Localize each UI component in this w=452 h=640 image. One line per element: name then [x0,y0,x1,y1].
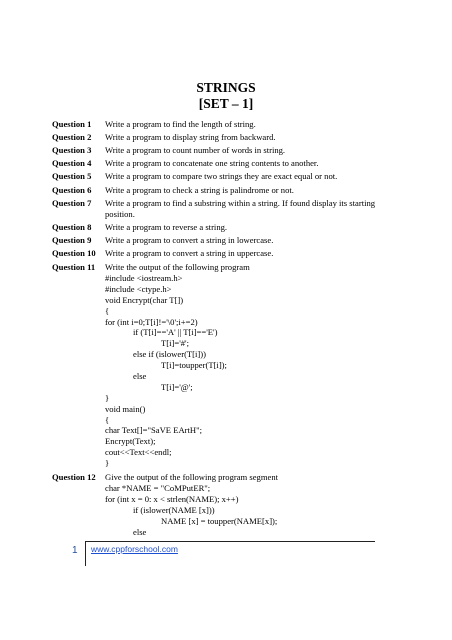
code-block-question-12 [105,483,277,537]
question-label: Question 10 [52,248,96,258]
question-label: Question 2 [52,132,92,142]
code-line: #include <iostream.h> [105,273,183,283]
code-line: else [133,526,147,537]
code-line: if (islower(NAME [x])) [133,504,215,515]
code-line: } [105,392,110,403]
code-line: if (T[i]=='A' || T[i]=='E') [133,327,218,338]
code-line: char *NAME = "CoMPutER"; [105,483,211,493]
code-block-question-11 [105,273,227,469]
code-line: { [105,414,110,425]
question-label: Question 1 [52,119,92,129]
code-line: void Encrypt(char T[]) [105,294,184,305]
code-line: } [105,458,110,469]
question-label: Question 12 [52,472,96,482]
question-text: Write a program to count number of words in string. [105,145,286,155]
question-text: Write a program to reverse a string. [105,222,228,232]
footer-divider [85,541,86,566]
question-label: Question 11 [52,262,96,272]
footer-site-link[interactable]: www.cppforschool.com [91,544,178,554]
code-line: else if (islower(T[i])) [133,349,207,360]
code-line: else [133,371,147,382]
question-text: Write a program to display string from backward. [105,132,276,142]
question-label: Question 6 [52,185,92,195]
question-text: Write a program to compare two strings they are exact equal or not. [105,171,338,181]
code-line: for (int i=0;T[i]!='\0';i+=2) [105,316,198,327]
question-text: Write a program to convert a string in lowercase. [105,235,274,245]
question-label: Question 7 [52,198,92,208]
code-line: for (int x = 0: x < strlen(NAME); x++) [105,493,239,504]
question-text: Write a program to check a string is palindrome or not. [105,185,294,195]
page-number: 1 [72,545,78,556]
code-line: T[i]=toupper(T[i]); [161,360,227,371]
question-label: Question 5 [52,171,92,181]
question-text: Write a program to find a substring within a string. If found display its starting position. [105,198,376,219]
code-line: #include <ctype.h> [105,283,172,294]
question-text: Write a program to find the length of string. [105,119,256,129]
question-text: Give the output of the following program segment [105,472,279,482]
page-subtitle: [SET – 1] [198,96,254,111]
question-text: Write a program to concatenate one string contents to another. [105,158,319,168]
code-line: { [105,305,110,316]
footer-rule [86,541,375,542]
code-line: cout<<Text<<endl; [105,447,172,458]
code-line: void main() [105,403,146,414]
page-title: STRINGS [196,80,256,95]
question-label: Question 9 [52,235,92,245]
code-line: NAME [x] = toupper(NAME[x]); [161,515,278,526]
code-line: char Text[]="SaVE EArtH"; [105,425,203,436]
question-label: Question 8 [52,222,92,232]
question-text: Write a program to convert a string in uppercase. [105,248,274,258]
code-line: T[i]='#'; [161,338,189,349]
code-line: T[i]='@'; [161,381,193,392]
question-label: Question 4 [52,158,92,168]
question-label: Question 3 [52,145,92,155]
question-text: Write the output of the following program [105,262,250,272]
code-line: Encrypt(Text); [105,436,156,447]
